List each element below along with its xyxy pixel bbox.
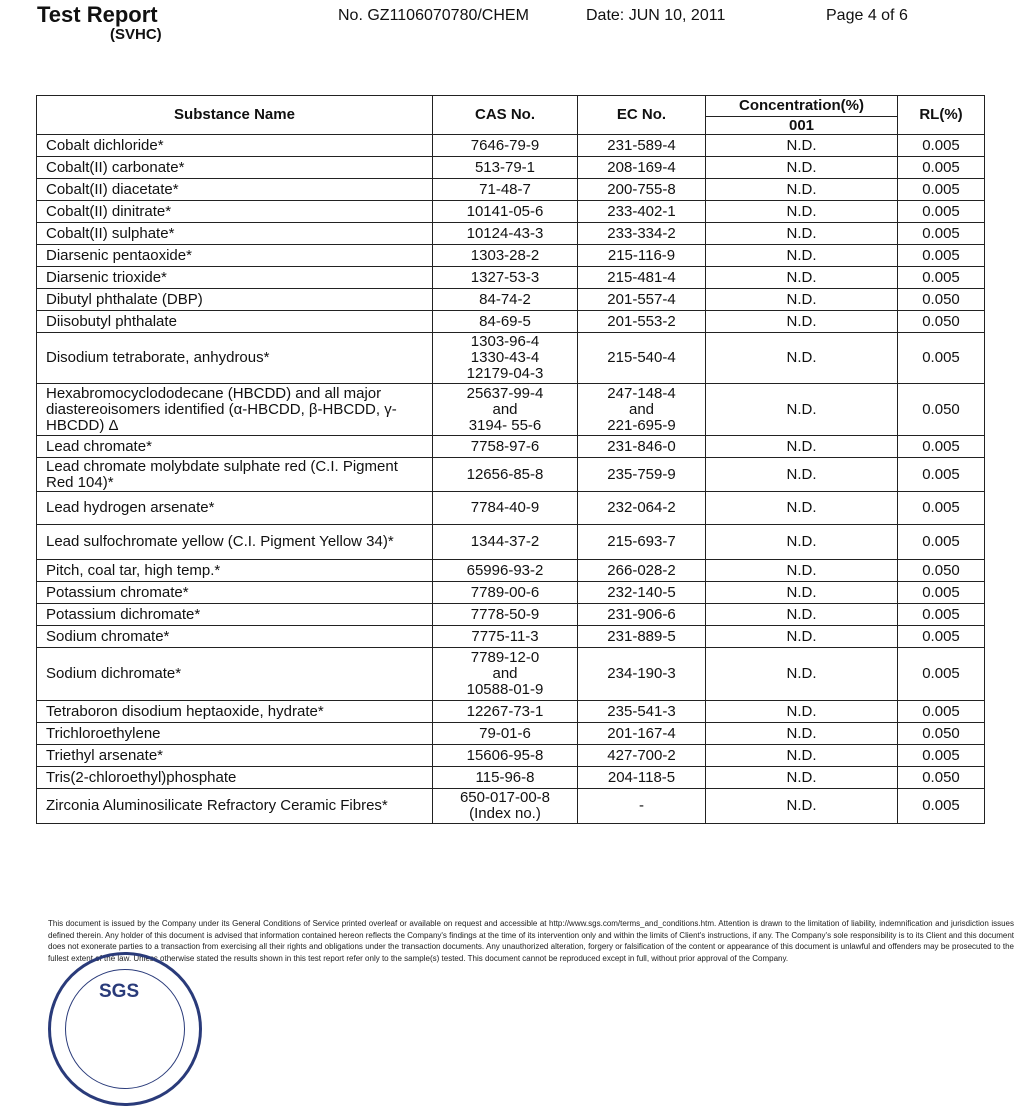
rl-cell: 0.005 (898, 157, 985, 179)
cas-number-cell: 79-01-6 (433, 723, 578, 745)
rl-cell: 0.005 (898, 648, 985, 701)
rl-cell: 0.005 (898, 179, 985, 201)
report-date: Date: JUN 10, 2011 (586, 7, 726, 24)
cas-number-cell: 84-74-2 (433, 289, 578, 311)
cas-number-cell: 84-69-5 (433, 311, 578, 333)
rl-cell: 0.005 (898, 789, 985, 824)
ec-number-cell: 233-402-1 (578, 201, 706, 223)
header-rl: RL(%) (898, 96, 985, 135)
concentration-cell: N.D. (706, 267, 898, 289)
ec-number-cell: 208-169-4 (578, 157, 706, 179)
sgs-stamp (48, 952, 202, 1106)
ec-number-cell: 200-755-8 (578, 179, 706, 201)
substance-name-cell: Diarsenic trioxide* (37, 267, 433, 289)
table-row (37, 492, 985, 525)
ec-number-cell: 233-334-2 (578, 223, 706, 245)
cas-number-cell: 115-96-8 (433, 767, 578, 789)
ec-number-cell: 232-140-5 (578, 582, 706, 604)
substance-name-cell: Diisobutyl phthalate (37, 311, 433, 333)
rl-cell: 0.050 (898, 767, 985, 789)
ec-number-cell: 247-148-4 and 221-695-9 (578, 384, 706, 436)
ec-number-cell: 235-541-3 (578, 701, 706, 723)
table-row (37, 525, 985, 560)
substance-name-cell: Tetraboron disodium heptaoxide, hydrate* (37, 701, 433, 723)
cas-number-cell: 1344-37-2 (433, 525, 578, 560)
header-ec-no: EC No. (578, 96, 706, 135)
cas-number-cell: 25637-99-4 and 3194- 55-6 (433, 384, 578, 436)
table-row (37, 582, 985, 604)
rl-cell: 0.005 (898, 492, 985, 525)
rl-cell: 0.050 (898, 723, 985, 745)
concentration-cell: N.D. (706, 626, 898, 648)
ec-number-cell: 201-557-4 (578, 289, 706, 311)
cas-number-cell: 12267-73-1 (433, 701, 578, 723)
substance-name-cell: Lead sulfochromate yellow (C.I. Pigment Yellow 34)* (37, 525, 433, 560)
concentration-cell: N.D. (706, 648, 898, 701)
substance-name-cell: Trichloroethylene (37, 723, 433, 745)
substance-name-cell: Sodium chromate* (37, 626, 433, 648)
concentration-cell: N.D. (706, 436, 898, 458)
table-row (37, 311, 985, 333)
concentration-cell: N.D. (706, 223, 898, 245)
header-concentration: Concentration(%) (706, 96, 898, 117)
rl-cell: 0.050 (898, 384, 985, 436)
concentration-cell: N.D. (706, 179, 898, 201)
substance-name-cell: Sodium dichromate* (37, 648, 433, 701)
cas-number-cell: 71-48-7 (433, 179, 578, 201)
concentration-cell: N.D. (706, 201, 898, 223)
table-row (37, 560, 985, 582)
table-row (37, 245, 985, 267)
concentration-cell: N.D. (706, 311, 898, 333)
cas-number-cell: 1303-28-2 (433, 245, 578, 267)
stamp-logo-text: SGS (99, 981, 140, 1002)
concentration-cell: N.D. (706, 767, 898, 789)
table-row (37, 648, 985, 701)
concentration-cell: N.D. (706, 789, 898, 824)
rl-cell: 0.005 (898, 245, 985, 267)
concentration-cell: N.D. (706, 333, 898, 384)
table-row (37, 723, 985, 745)
cas-number-cell: 10141-05-6 (433, 201, 578, 223)
concentration-cell: N.D. (706, 604, 898, 626)
concentration-cell: N.D. (706, 723, 898, 745)
rl-cell: 0.005 (898, 333, 985, 384)
cas-number-cell: 7758-97-6 (433, 436, 578, 458)
concentration-cell: N.D. (706, 560, 898, 582)
substance-name-cell: Lead chromate molybdate sulphate red (C.I. Pigment Red 104)* (37, 458, 433, 492)
concentration-cell: N.D. (706, 745, 898, 767)
substance-name-cell: Disodium tetraborate, anhydrous* (37, 333, 433, 384)
substance-name-cell: Cobalt(II) diacetate* (37, 179, 433, 201)
concentration-cell: N.D. (706, 245, 898, 267)
substance-name-cell: Potassium chromate* (37, 582, 433, 604)
cas-number-cell: 12656-85-8 (433, 458, 578, 492)
rl-cell: 0.005 (898, 458, 985, 492)
rl-cell: 0.050 (898, 560, 985, 582)
concentration-cell: N.D. (706, 525, 898, 560)
cas-number-cell: 15606-95-8 (433, 745, 578, 767)
concentration-cell: N.D. (706, 157, 898, 179)
disclaimer-text: This document is issued by the Company under its General Conditions of Service printed overleaf or available on request and accessible at http://www.sgs.com/terms_and_conditions.htm. Attention is drawn to the limitation of liability, indemnification and jurisdiction issues defined therein. Any holder of this document is advised that information contained hereon reflects the Company's findings at the time of its intervention only and within the limits of Client's instructions, if any. The Company's sole responsibility is to its Client and this document does not exonerate parties to a transaction from exercising all their rights and obligations under the transaction documents. Any unauthorized alteration, forgery or falsification of the content or appearance of this document is unlawful and offenders may be prosecuted to the fullest extent of the law. Unless otherwise stated the results shown in this test report refer only to the sample(s) tested. This document cannot be reproduced except in full, without prior approval of the Company. (48, 919, 1014, 963)
table-row (37, 333, 985, 384)
ec-number-cell: 231-906-6 (578, 604, 706, 626)
concentration-cell: N.D. (706, 135, 898, 157)
ec-number-cell: - (578, 789, 706, 824)
ec-number-cell: 235-759-9 (578, 458, 706, 492)
substance-name-cell: Dibutyl phthalate (DBP) (37, 289, 433, 311)
cas-number-cell: 7775-11-3 (433, 626, 578, 648)
substance-name-cell: Hexabromocyclododecane (HBCDD) and all major diastereoisomers identified (α-HBCDD, β-HBCDD, γ-HBCDD) Δ (37, 384, 433, 436)
ec-number-cell: 215-693-7 (578, 525, 706, 560)
rl-cell: 0.005 (898, 525, 985, 560)
report-number: No. GZ1106070780/CHEM (338, 7, 529, 24)
table-row (37, 384, 985, 436)
cas-number-cell: 650-017-00-8 (Index no.) (433, 789, 578, 824)
ec-number-cell: 201-553-2 (578, 311, 706, 333)
table-row (37, 135, 985, 157)
rl-cell: 0.005 (898, 223, 985, 245)
table-row (37, 458, 985, 492)
substance-name-cell: Lead chromate* (37, 436, 433, 458)
rl-cell: 0.005 (898, 267, 985, 289)
table-row (37, 626, 985, 648)
rl-cell: 0.005 (898, 745, 985, 767)
ec-number-cell: 231-889-5 (578, 626, 706, 648)
table-row (37, 289, 985, 311)
rl-cell: 0.050 (898, 311, 985, 333)
table-body (37, 135, 985, 824)
ec-number-cell: 215-116-9 (578, 245, 706, 267)
cas-number-cell: 7778-50-9 (433, 604, 578, 626)
cas-number-cell: 7789-00-6 (433, 582, 578, 604)
rl-cell: 0.005 (898, 135, 985, 157)
substance-name-cell: Tris(2-chloroethyl)phosphate (37, 767, 433, 789)
concentration-cell: N.D. (706, 458, 898, 492)
table-row (37, 223, 985, 245)
substance-name-cell: Potassium dichromate* (37, 604, 433, 626)
table-row (37, 604, 985, 626)
cas-number-cell: 1303-96-4 1330-43-4 12179-04-3 (433, 333, 578, 384)
rl-cell: 0.005 (898, 201, 985, 223)
svhc-results-table (36, 95, 985, 824)
table-row (37, 157, 985, 179)
report-subtitle: (SVHC) (110, 26, 162, 43)
table-row (37, 789, 985, 824)
ec-number-cell: 231-846-0 (578, 436, 706, 458)
rl-cell: 0.005 (898, 701, 985, 723)
cas-number-cell: 10124-43-3 (433, 223, 578, 245)
substance-name-cell: Cobalt(II) carbonate* (37, 157, 433, 179)
concentration-cell: N.D. (706, 582, 898, 604)
header-substance-name: Substance Name (37, 96, 433, 135)
rl-cell: 0.005 (898, 626, 985, 648)
ec-number-cell: 234-190-3 (578, 648, 706, 701)
cas-number-cell: 513-79-1 (433, 157, 578, 179)
cas-number-cell: 1327-53-3 (433, 267, 578, 289)
substance-name-cell: Cobalt dichloride* (37, 135, 433, 157)
substance-name-cell: Lead hydrogen arsenate* (37, 492, 433, 525)
concentration-cell: N.D. (706, 289, 898, 311)
rl-cell: 0.005 (898, 604, 985, 626)
report-title: Test Report (37, 2, 158, 27)
table-row (37, 179, 985, 201)
substance-name-cell: Triethyl arsenate* (37, 745, 433, 767)
cas-number-cell: 7789-12-0 and 10588-01-9 (433, 648, 578, 701)
ec-number-cell: 266-028-2 (578, 560, 706, 582)
header-sample-id: 001 (706, 117, 898, 135)
table-row (37, 767, 985, 789)
cas-number-cell: 7646-79-9 (433, 135, 578, 157)
concentration-cell: N.D. (706, 492, 898, 525)
rl-cell: 0.005 (898, 436, 985, 458)
ec-number-cell: 201-167-4 (578, 723, 706, 745)
ec-number-cell: 215-540-4 (578, 333, 706, 384)
cas-number-cell: 65996-93-2 (433, 560, 578, 582)
table-row (37, 701, 985, 723)
substance-name-cell: Zirconia Aluminosilicate Refractory Ceramic Fibres* (37, 789, 433, 824)
substance-name-cell: Cobalt(II) sulphate* (37, 223, 433, 245)
page-number: Page 4 of 6 (826, 7, 908, 24)
concentration-cell: N.D. (706, 701, 898, 723)
table-row (37, 745, 985, 767)
ec-number-cell: 231-589-4 (578, 135, 706, 157)
header-cas-no: CAS No. (433, 96, 578, 135)
ec-number-cell: 232-064-2 (578, 492, 706, 525)
ec-number-cell: 427-700-2 (578, 745, 706, 767)
substance-name-cell: Pitch, coal tar, high temp.* (37, 560, 433, 582)
ec-number-cell: 215-481-4 (578, 267, 706, 289)
rl-cell: 0.005 (898, 582, 985, 604)
ec-number-cell: 204-118-5 (578, 767, 706, 789)
concentration-cell: N.D. (706, 384, 898, 436)
table-row (37, 436, 985, 458)
table-row (37, 201, 985, 223)
substance-name-cell: Diarsenic pentaoxide* (37, 245, 433, 267)
rl-cell: 0.050 (898, 289, 985, 311)
table-row (37, 267, 985, 289)
cas-number-cell: 7784-40-9 (433, 492, 578, 525)
substance-name-cell: Cobalt(II) dinitrate* (37, 201, 433, 223)
